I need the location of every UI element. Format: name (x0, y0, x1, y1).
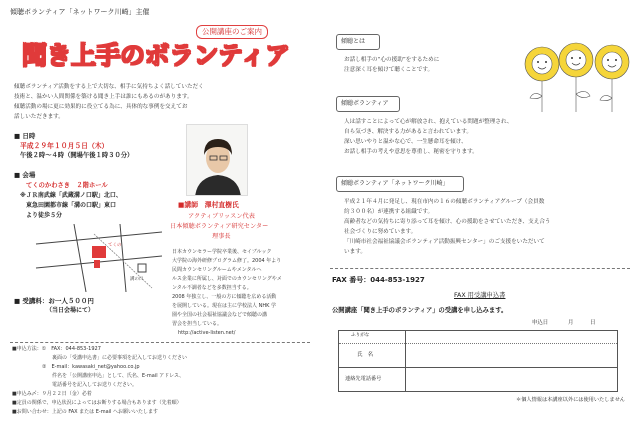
map-station-label: 溝の口 (130, 277, 144, 282)
date-heading: ■ 日時 (14, 132, 36, 140)
footer-divider (10, 342, 310, 343)
privacy-note: ＊個人情報は本講座以外には使用いたしません (516, 397, 625, 403)
phone-input[interactable] (406, 368, 618, 392)
phone-label: 連絡先電話番号 (345, 376, 382, 382)
name-label: 氏 名 (357, 352, 374, 358)
lecture-title: 聞き上手のボランティア (22, 41, 290, 70)
application-form-table (338, 330, 618, 392)
fee-note: （当日会場にて） (46, 307, 95, 314)
organizer-label: 傾聴ボランティア「ネットワーク川崎」主催 (10, 8, 150, 16)
form-application-statement: 公開講座「聞き上手のボランティア」の受講を申し込みます。 (332, 307, 508, 314)
date-time: 午後２時～４時（開場午後１時３０分） (20, 152, 134, 159)
flyer-back-page: 傾聴とは お話し相手の“心の援助”をするために 注意深く耳を傾けて聴くことです。 傾聴ボランティア 人は話すことによって心が解放され、抱えている問題が整理され、 自ら気づき、解決する力があると言われています。 深い思いやりと温かな心で、一生懸命耳を傾け、 お話し相手の考えや意思を尊重し、秘密を守ります。 傾聴ボランティア「ネットワーク川崎」 平成２１年４月に発足し、現在市内の１６の傾聴ボランティアグループ（会員数 約３００名）が連携する組織です。 高齢者などの気持ちに寄り添って耳を傾け、心の援助をさせていただき、支え合う 社会づくりに努めています。 「川崎市社会福祉協議会ボランティア活動振興センター」のご支援をいただいて います。 FAX 番号：044-853-1927 FAX 用受講申込書 公開講座「聞き上手のボランティア」の受講を申し込みます。 申込日 月 日 ふりがな 氏 名 連絡先電話番号 ＊個人情報は本講座以外には使用いたしません (320, 0, 640, 429)
speaker-role-3: 理事長 (212, 233, 231, 240)
sunflowers-illustration (520, 40, 632, 112)
form-day-label: 日 (590, 320, 596, 326)
furigana-input[interactable] (406, 331, 618, 343)
section-heading-keicho: 傾聴とは (341, 38, 366, 45)
speaker-website-link[interactable]: http://active-listen.net/ (178, 330, 236, 336)
section-heading-network: 傾聴ボランティア「ネットワーク川崎」 (341, 180, 449, 187)
section-heading-keicho-volunteer: 傾聴ボランティア (341, 100, 389, 107)
venue-heading: ■ 会場 (14, 171, 36, 179)
fee-text: ■ 受講料：お一人５００円 (14, 297, 94, 305)
open-lecture-badge: 公開講座のご案内 (196, 25, 268, 39)
fax-number: FAX 番号：044-853-1927 (332, 276, 425, 284)
form-date-label: 申込日 (532, 320, 549, 326)
venue-name: てくのかわさき ２階ホール (26, 182, 108, 189)
cutline-divider (330, 268, 630, 269)
venue-access-1: ※ＪＲ南武線「武蔵溝ノ口駅」北口、 (20, 192, 122, 199)
date-day: 平成２９年１０月５日（木） (20, 142, 109, 150)
venue-access-2: 東急田園都市線「溝の口駅」東口 (26, 202, 117, 209)
contact-email: ② E-mail：kawasaki_net@yahoo.co.jp (12, 364, 140, 370)
fax-form-title: FAX 用受講申込書 (454, 292, 506, 299)
venue-map (34, 224, 164, 292)
flyer-front-page: 傾聴ボランティア「ネットワーク川崎」主催 公開講座のご案内 聞き上手のボランティア 傾聴ボランティア活動をする上で大切な、相手に気持ちよく話していただく 技術と、温かい人間関係を築ける聞き上手は誰にもあるのがあります。 傾聴活動の場に更に効果的に役立てる為に、具体的な事例を交えてお 話しいただきます。 ■ 日時 平成２９年１０月５日（木） 午後２時～４時（開場午後１時３０分） ■ 会場 てくのかわさき ２階ホール ※ＪＲ南武線「武蔵溝ノ口駅」北口、 東急田園都市線「溝の口駅」東口 より徒歩５分 溝の口 てくの ■ 受講料：お一人５００円 （当日会場にて） ■講師 澤村直樹氏 アクティブリッスン代表 日本傾聴ボランティア研究センター 理事長 日本カウンセラー学院卒業後、セイブルック 大学院の海外研修プログラム修了。2004 年より 民間カウンセリングルームやメンタルヘ ルス企業に所属し、対面でのカウンセリングやメ ンタル不調者などを多数担当する。 2008 年独立し、一般の方に傾聴を広める活動 を展開している。現在は主に学校法人 NHK 学 園や全国の社会福祉協議会などで傾聴の講 習会を担当している。 http://active-listen.net/ ■申込方法：① FAX：044-853-1927 裏面の「受講申込書」に必要事項を記入してお送りください ② E-mail：kawasaki_net@yahoo.co.jp 件名を「公開講座申込」として、氏名、E-mail アドレス、 電話番号を記入してお送りください。 ■申込み〆：９月２２日（金）必着 ■定員の関係で、申込状況によってはお断りする場合もあります（先着順） ■お問い合わせ：上記の FAX または E-mail へお願いいたします (0, 0, 320, 429)
speaker-role-1: アクティブリッスン代表 (188, 213, 255, 220)
speaker-role-2: 日本傾聴ボランティア研究センター (170, 223, 269, 230)
form-month-label: 月 (568, 320, 574, 326)
venue-access-3: より徒歩５分 (26, 212, 63, 219)
map-venue-label: てくの (108, 243, 122, 248)
speaker-name: ■講師 澤村直樹氏 (178, 201, 239, 209)
speaker-photo (186, 124, 248, 196)
name-input[interactable] (406, 344, 618, 367)
furigana-label: ふりがな (351, 333, 370, 338)
